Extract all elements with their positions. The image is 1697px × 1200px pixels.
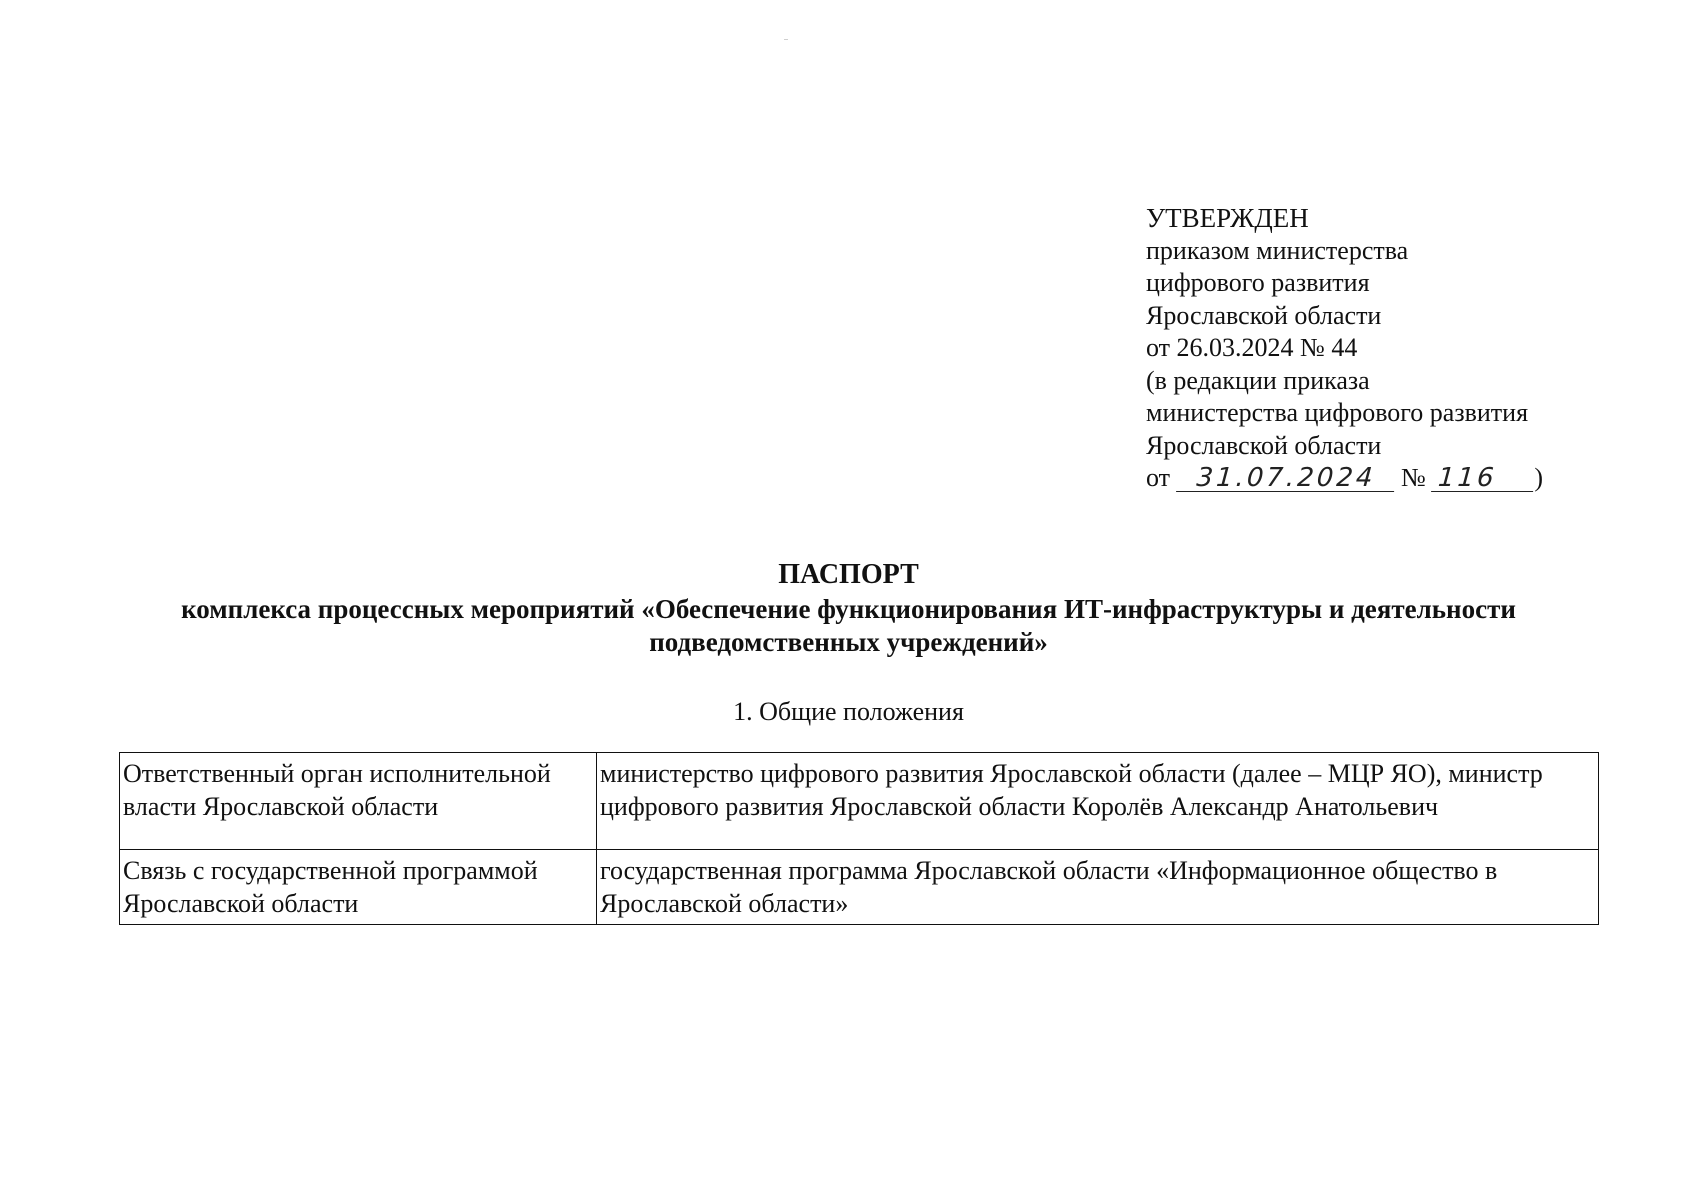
approval-line: Ярославской области [1146, 430, 1382, 460]
approval-line: Ярославской области [1146, 300, 1382, 330]
approval-line: (в редакции приказа [1146, 365, 1370, 395]
table-cell-label: Связь с государственной программой Ярославской области [120, 850, 597, 925]
document-title-block [0, 558, 1697, 659]
section-heading: 1. Общие положения [733, 697, 964, 726]
table-cell-value: государственная программа Ярославской области «Информационное общество в Ярославской области» [597, 850, 1599, 925]
handwritten-date: 31.07.2024 [1176, 465, 1396, 492]
amendment-prefix: от [1146, 463, 1171, 492]
approval-line: цифрового развития [1146, 268, 1370, 297]
general-provisions-table [119, 752, 1599, 925]
closing-paren: ) [1534, 463, 1544, 492]
approval-amendment-line [1146, 462, 1543, 495]
table-row [120, 753, 1599, 850]
approval-line: министерства цифрового развития [1146, 398, 1529, 427]
approval-line: от 26.03.2024 № 44 [1146, 333, 1358, 362]
handwritten-number: 116 [1431, 465, 1535, 492]
scan-speck [784, 39, 788, 40]
approval-stamp-block [1146, 202, 1543, 495]
number-sign: № [1401, 463, 1426, 492]
document-subtitle-line1: комплекса процессных мероприятий «Обеспечение функционирования ИТ-инфраструктуры и деятельности [181, 594, 1516, 624]
table-cell-value: министерство цифрового развития Ярославской области (далее – МЦР ЯО), министр цифрового развития Ярославской области Королёв Александр Анатольевич [597, 753, 1599, 850]
approval-heading: УТВЕРЖДЕН [1146, 203, 1309, 233]
table-row [120, 850, 1599, 925]
approval-line: приказом министерства [1146, 235, 1409, 265]
table-cell-label: Ответственный орган исполнительной власти Ярославской области [120, 753, 597, 850]
document-subtitle-line2: подведомственных учреждений» [649, 627, 1048, 657]
document-title: ПАСПОРТ [778, 559, 919, 590]
